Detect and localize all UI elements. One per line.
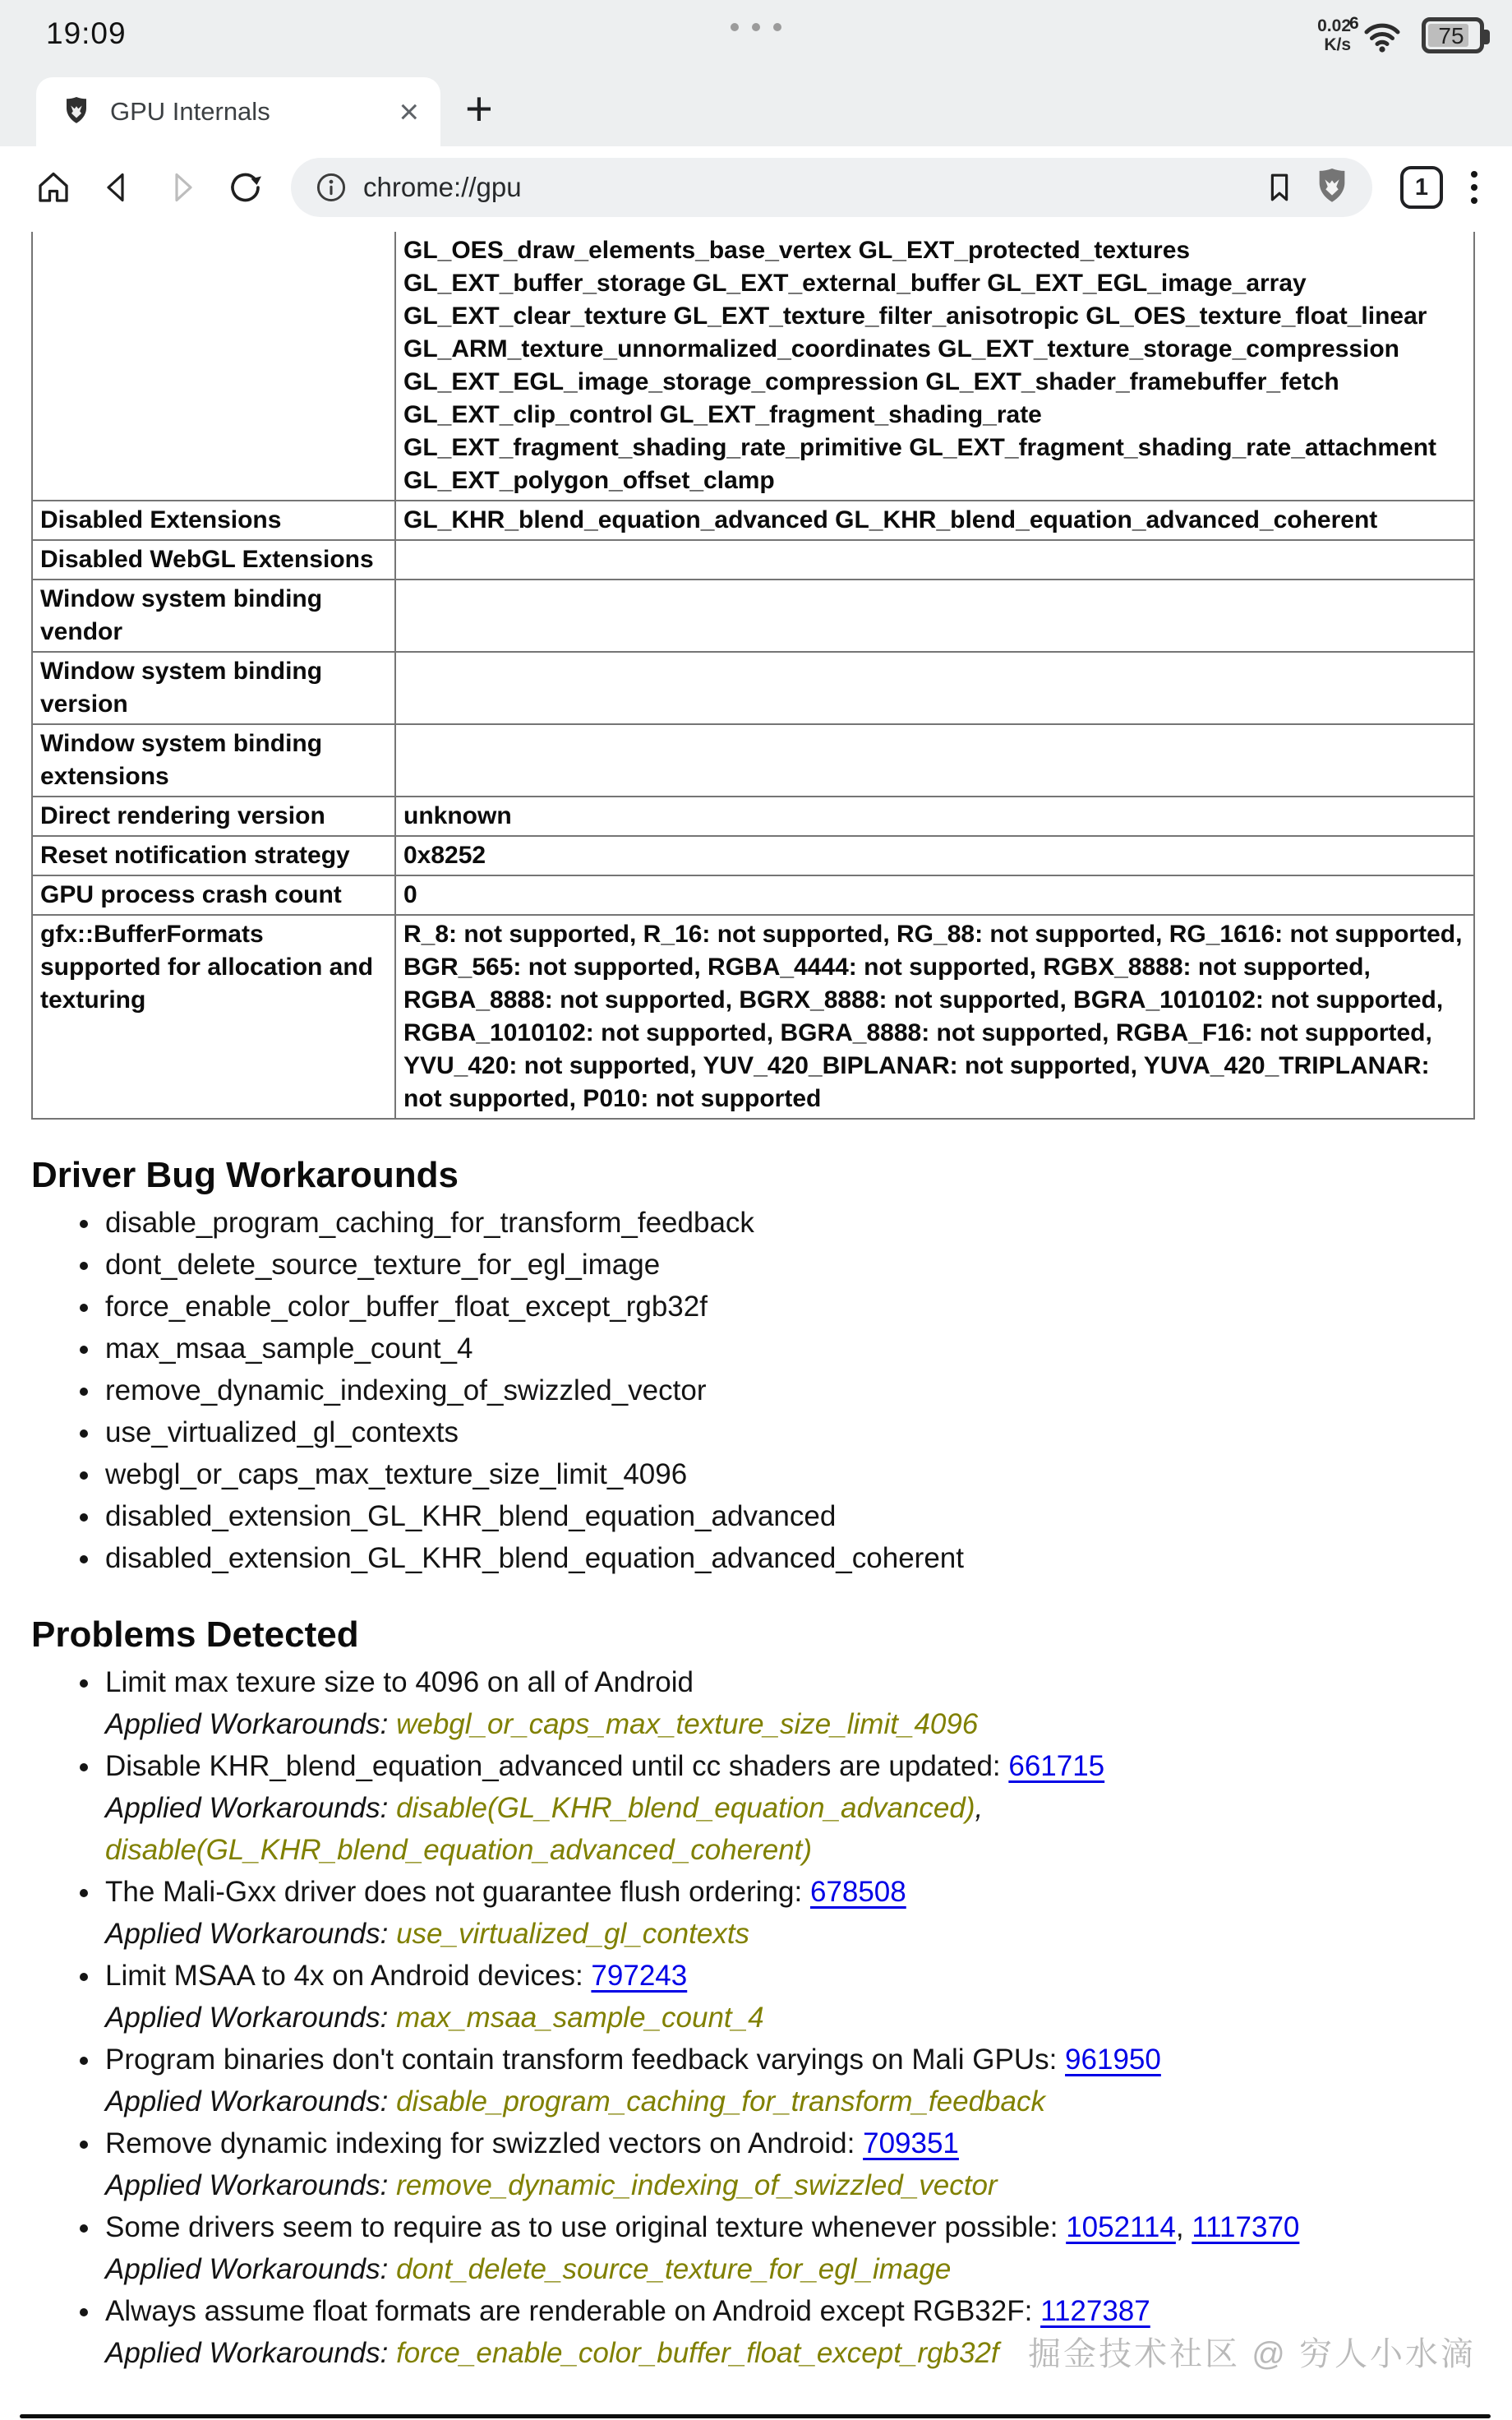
workaround-item: • use_virtualized_gl_contexts	[102, 1411, 1477, 1453]
bug-link[interactable]: 678508	[809, 1876, 906, 1908]
table-row	[32, 652, 1474, 724]
row-value: 0x8252	[395, 836, 1474, 875]
problem-description: The Mali-Gxx driver does not guarantee flush ordering:	[105, 1876, 810, 1908]
clock: 19:09	[46, 16, 127, 50]
workaround-item: • webgl_or_caps_max_texture_size_limit_4096	[102, 1453, 1477, 1495]
url-bar[interactable]	[291, 158, 1372, 217]
problem-description: Disable KHR_blend_equation_advanced until cc shaders are updated:	[105, 1750, 1009, 1782]
row-label: Reset notification strategy	[32, 836, 395, 875]
row-value	[395, 652, 1474, 724]
applied-workaround-value: force_enable_color_buffer_float_except_rgb32f	[396, 2337, 999, 2369]
url-text[interactable]: chrome://gpu	[363, 172, 522, 202]
applied-workaround-value: disable_program_caching_for_transform_feedback	[396, 2085, 1045, 2118]
bug-link[interactable]: 709351	[863, 2127, 959, 2159]
tab-gpu-internals[interactable]	[36, 77, 440, 146]
problem-item	[102, 1661, 1477, 1745]
watermark: 掘金技术社区 @ 穷人小水滴	[1028, 2336, 1476, 2372]
workaround-item: • force_enable_color_buffer_float_except_rgb32f	[102, 1286, 1477, 1328]
workaround-item: • remove_dynamic_indexing_of_swizzled_vector	[102, 1369, 1477, 1411]
page-info-icon[interactable]	[312, 169, 350, 206]
workaround-item: • disabled_extension_GL_KHR_blend_equation_advanced_coherent	[102, 1537, 1477, 1579]
status-icons	[1317, 7, 1484, 64]
problem-description: Some drivers seem to require as to use original texture whenever possible:	[105, 2211, 1067, 2243]
workaround-item: • dont_delete_source_texture_for_egl_image	[102, 1244, 1477, 1286]
applied-workaround-value: remove_dynamic_indexing_of_swizzled_vector	[396, 2169, 998, 2201]
status-bar	[0, 0, 1512, 71]
toolbar	[0, 146, 1512, 229]
wifi-icon	[1349, 14, 1402, 53]
row-value	[395, 580, 1474, 652]
driver-bug-workarounds-list	[31, 1202, 1477, 1579]
dot	[731, 23, 739, 31]
bug-link[interactable]: 797243	[591, 1960, 688, 1992]
reload-button[interactable]	[217, 159, 274, 216]
gpu-info-table	[31, 232, 1475, 1120]
row-value	[395, 540, 1474, 580]
camera-cutout-dots	[731, 23, 781, 31]
battery-icon	[1422, 17, 1484, 53]
gpu-info-table-body	[32, 232, 1474, 1119]
table-row	[32, 501, 1474, 540]
problem-description: Program binaries don't contain transform feedback varyings on Mali GPUs:	[105, 2044, 1066, 2076]
problems-detected-title: Problems Detected	[31, 1614, 359, 1655]
applied-workarounds-label: Applied Workarounds:	[105, 1792, 397, 1824]
problem-description: Remove dynamic indexing for swizzled vectors on Android:	[105, 2127, 864, 2159]
bug-link[interactable]: 1127387	[1040, 2295, 1150, 2327]
table-row	[32, 915, 1474, 1119]
applied-workaround-value: webgl_or_caps_max_texture_size_limit_4096	[396, 1708, 979, 1740]
menu-button[interactable]	[1461, 171, 1487, 204]
row-label: Window system binding version	[32, 652, 395, 724]
table-row	[32, 836, 1474, 875]
table-row	[32, 540, 1474, 580]
dot	[773, 23, 781, 31]
applied-workarounds-label: Applied Workarounds:	[105, 1918, 397, 1950]
applied-workaround-value: disable(GL_KHR_blend_equation_advanced_coherent)	[105, 1834, 813, 1866]
problem-item	[102, 2039, 1477, 2122]
bookmark-icon[interactable]	[1261, 169, 1298, 206]
applied-workaround-value: use_virtualized_gl_contexts	[396, 1918, 750, 1950]
forward-button[interactable]	[153, 159, 210, 216]
row-value: 0	[395, 875, 1474, 915]
brave-shields-icon[interactable]	[1313, 169, 1351, 206]
table-row	[32, 580, 1474, 652]
row-value	[395, 724, 1474, 797]
table-row	[32, 875, 1474, 915]
workaround-item: • disabled_extension_GL_KHR_blend_equation_advanced	[102, 1495, 1477, 1537]
gpu-page-content	[0, 229, 1512, 2374]
applied-workaround-value: dont_delete_source_texture_for_egl_image	[396, 2253, 952, 2285]
battery-nub	[1484, 30, 1490, 44]
new-tab-button[interactable]: +	[465, 81, 493, 136]
battery-percent: 75	[1438, 23, 1464, 48]
row-label: GPU process crash count	[32, 875, 395, 915]
row-label	[32, 232, 395, 501]
row-label: Disabled Extensions	[32, 501, 395, 540]
applied-workarounds-label: Applied Workarounds:	[105, 2002, 397, 2034]
problems-detected-list	[31, 1661, 1477, 2374]
applied-workarounds-label: Applied Workarounds:	[105, 2253, 397, 2285]
applied-workaround-value: max_msaa_sample_count_4	[396, 2002, 764, 2034]
tab-count-button[interactable]: 1	[1400, 166, 1443, 209]
tab-title: GPU Internals	[110, 97, 270, 126]
driver-bug-workarounds-title: Driver Bug Workarounds	[31, 1155, 459, 1195]
row-value: R_8: not supported, R_16: not supported, RG_88: not supported, RG_1616: not supported, BGR_565: not supported, RGBA_4444: not supported, RGBX_8888: not supported, RGBA_8888: not supported, BGRX_8888: not supported, BGRA_1010102: not supported, RGBA_1010102: not supported, BGRA_8888: not supported, RGBA_F16: not supported, YVU_420: not supported, YUV_420_BIPLANAR: not supported, YUVA_420_TRIPLANAR: not supported, P010: not supported	[395, 915, 1474, 1119]
table-row	[32, 724, 1474, 797]
tab-close-icon[interactable]: ×	[399, 92, 419, 131]
applied-workarounds-label: Applied Workarounds:	[105, 2169, 397, 2201]
bug-link[interactable]: 961950	[1065, 2044, 1161, 2076]
problem-item: • Some drivers seem to require as to use original texture whenever possible: 1052114, 1117370 Applied Workarounds: dont_delete_source_texture_for_egl_image	[102, 2206, 1477, 2290]
bottom-divider	[20, 2414, 1491, 2418]
row-label: Direct rendering version	[32, 797, 395, 836]
bug-link[interactable]: 1052114	[1066, 2211, 1176, 2243]
wifi-standard-label: 6	[1349, 14, 1359, 33]
row-value: unknown	[395, 797, 1474, 836]
problem-item: • Disable KHR_blend_equation_advanced until cc shaders are updated: 661715 Applied Workarounds: disable(GL_KHR_blend_equation_advanced), disable(GL_KHR_blend_equation_advanced_coherent)	[102, 1745, 1477, 1871]
problem-item	[102, 1955, 1477, 2039]
row-label: Window system binding vendor	[32, 580, 395, 652]
bug-link[interactable]: 1117370	[1192, 2211, 1300, 2243]
row-label: Window system binding extensions	[32, 724, 395, 797]
problem-description: Limit max texure size to 4096 on all of Android	[105, 1666, 694, 1698]
applied-workarounds-label: Applied Workarounds:	[105, 1708, 397, 1740]
row-value: GL_KHR_blend_equation_advanced GL_KHR_blend_equation_advanced_coherent	[395, 501, 1474, 540]
back-button[interactable]	[89, 159, 146, 216]
workaround-item: • disable_program_caching_for_transform_feedback	[102, 1202, 1477, 1244]
tab-strip	[0, 71, 1512, 146]
row-label: gfx::BufferFormats supported for allocation and texturing	[32, 915, 395, 1119]
dot	[752, 23, 760, 31]
problem-description: Always assume float formats are renderable on Android except RGB32F:	[105, 2295, 1041, 2327]
applied-workarounds-label: Applied Workarounds:	[105, 2337, 397, 2369]
table-row	[32, 797, 1474, 836]
problem-description: Limit MSAA to 4x on Android devices:	[105, 1960, 592, 1992]
workaround-item: • max_msaa_sample_count_4	[102, 1328, 1477, 1369]
row-value: GL_OES_draw_elements_base_vertex GL_EXT_protected_textures GL_EXT_buffer_storage GL_EXT_external_buffer GL_EXT_EGL_image_array GL_EXT_clear_texture GL_EXT_texture_filter_anisotropic GL_OES_texture_float_linear GL_ARM_texture_unnormalized_coordinates GL_EXT_texture_storage_compression GL_EXT_EGL_image_storage_compression GL_EXT_shader_framebuffer_fetch GL_EXT_clip_control GL_EXT_fragment_shading_rate GL_EXT_fragment_shading_rate_primitive GL_EXT_fragment_shading_rate_attachment GL_EXT_polygon_offset_clamp	[395, 232, 1474, 501]
applied-workaround-value: disable(GL_KHR_blend_equation_advanced)	[396, 1792, 975, 1824]
problem-item	[102, 1871, 1477, 1955]
row-label: Disabled WebGL Extensions	[32, 540, 395, 580]
problem-item	[102, 2122, 1477, 2206]
network-speed: 0.02 K/s	[1317, 16, 1351, 54]
home-button[interactable]	[25, 159, 82, 216]
table-row	[32, 232, 1474, 501]
bug-link[interactable]: 661715	[1008, 1750, 1105, 1782]
applied-workarounds-label: Applied Workarounds:	[105, 2085, 397, 2118]
brave-shield-favicon	[58, 93, 95, 131]
